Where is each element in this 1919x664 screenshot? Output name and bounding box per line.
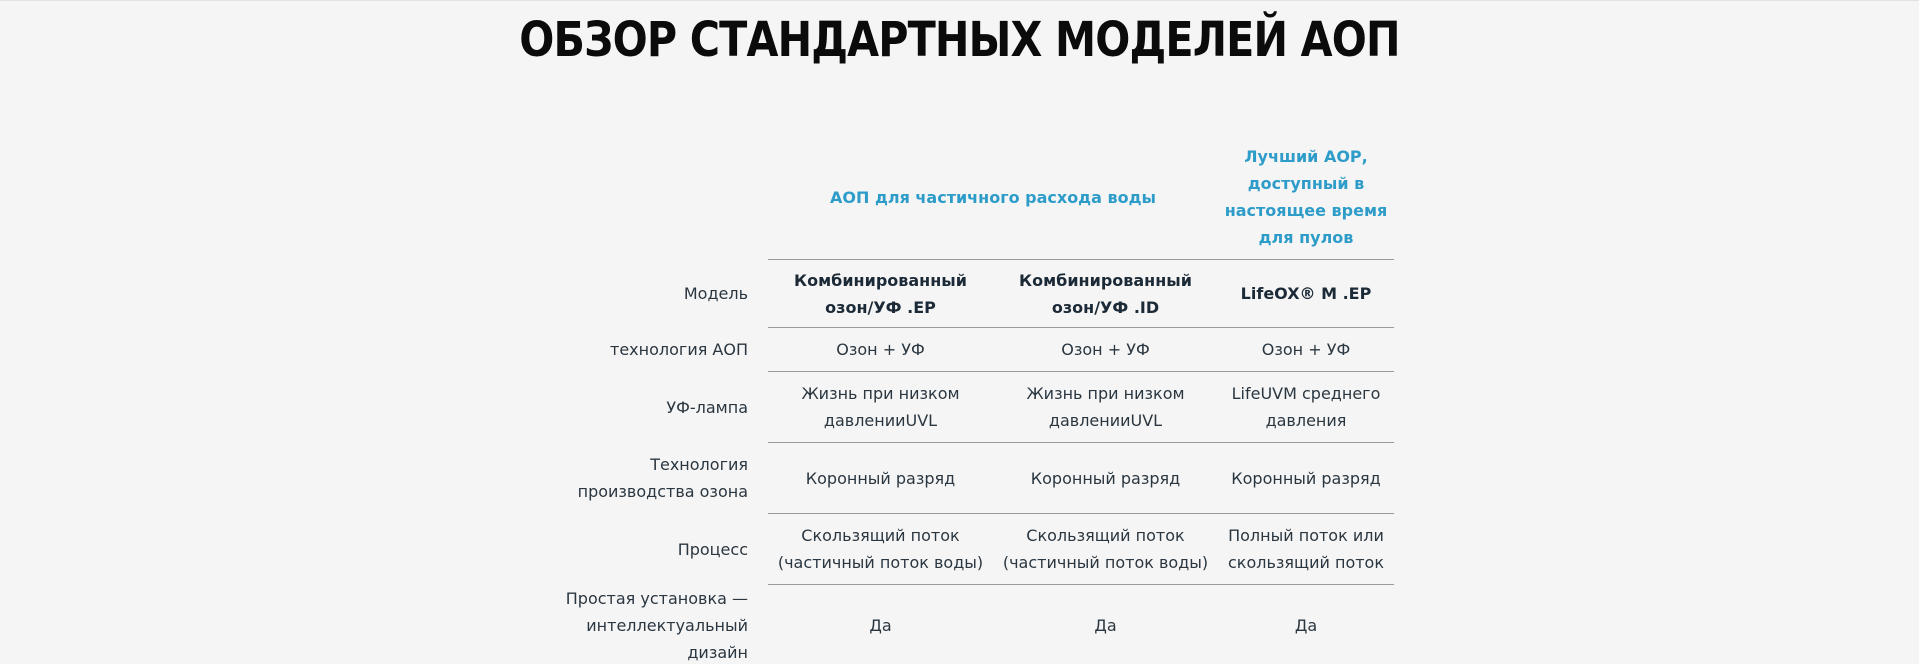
table-cell: Скользящий поток (частичный поток воды) <box>993 514 1218 585</box>
table-cell: Жизнь при низком давленииUVL <box>993 372 1218 443</box>
table-cell: Скользящий поток (частичный поток воды) <box>768 514 993 585</box>
table-cell: Да <box>993 585 1218 664</box>
header-best-pool: Лучший АОР, доступный в настоящее время для пулов <box>1224 147 1388 247</box>
header-empty-cell <box>530 135 768 260</box>
row-label: Простая установка — интеллектуальный дизайн <box>565 588 748 662</box>
comparison-table <box>530 135 1394 664</box>
header-partial-flow: АОП для частичного расхода воды <box>830 187 1156 207</box>
row-label: УФ-лампа <box>666 397 748 417</box>
table-cell: Комбинированный озон/УФ .EP <box>768 260 993 328</box>
table-cell: Озон + УФ <box>993 328 1218 372</box>
row-label: Технология производства озона <box>577 455 748 501</box>
table-cell: Да <box>1218 585 1394 664</box>
table-cell: Коронный разряд <box>768 443 993 514</box>
table-row-aop-tech <box>530 328 1394 372</box>
table-cell: Коронный разряд <box>1218 443 1394 514</box>
top-border <box>0 0 1919 1</box>
row-label: Процесс <box>677 539 748 559</box>
table-cell: Полный поток или скользящий поток <box>1218 514 1394 585</box>
table-cell: Коронный разряд <box>993 443 1218 514</box>
table-cell: LifeUVM среднего давления <box>1218 372 1394 443</box>
row-label: технология АОП <box>610 340 748 359</box>
table-row-model <box>530 260 1394 328</box>
table-cell: LifeOX® M .EP <box>1218 260 1394 328</box>
table-cell: Жизнь при низком давленииUVL <box>768 372 993 443</box>
table-cell: Озон + УФ <box>768 328 993 372</box>
table-header-row <box>530 135 1394 260</box>
page-title: ОБЗОР СТАНДАРТНЫХ МОДЕЛЕЙ АОП <box>519 12 1400 68</box>
table-cell: Озон + УФ <box>1218 328 1394 372</box>
table-cell: Комбинированный озон/УФ .ID <box>993 260 1218 328</box>
table-row-installation <box>530 585 1394 664</box>
table-row-ozone-tech <box>530 443 1394 514</box>
table-row-process <box>530 514 1394 585</box>
table-row-uv-lamp <box>530 372 1394 443</box>
table-cell: Да <box>768 585 993 664</box>
row-label: Модель <box>683 284 748 303</box>
